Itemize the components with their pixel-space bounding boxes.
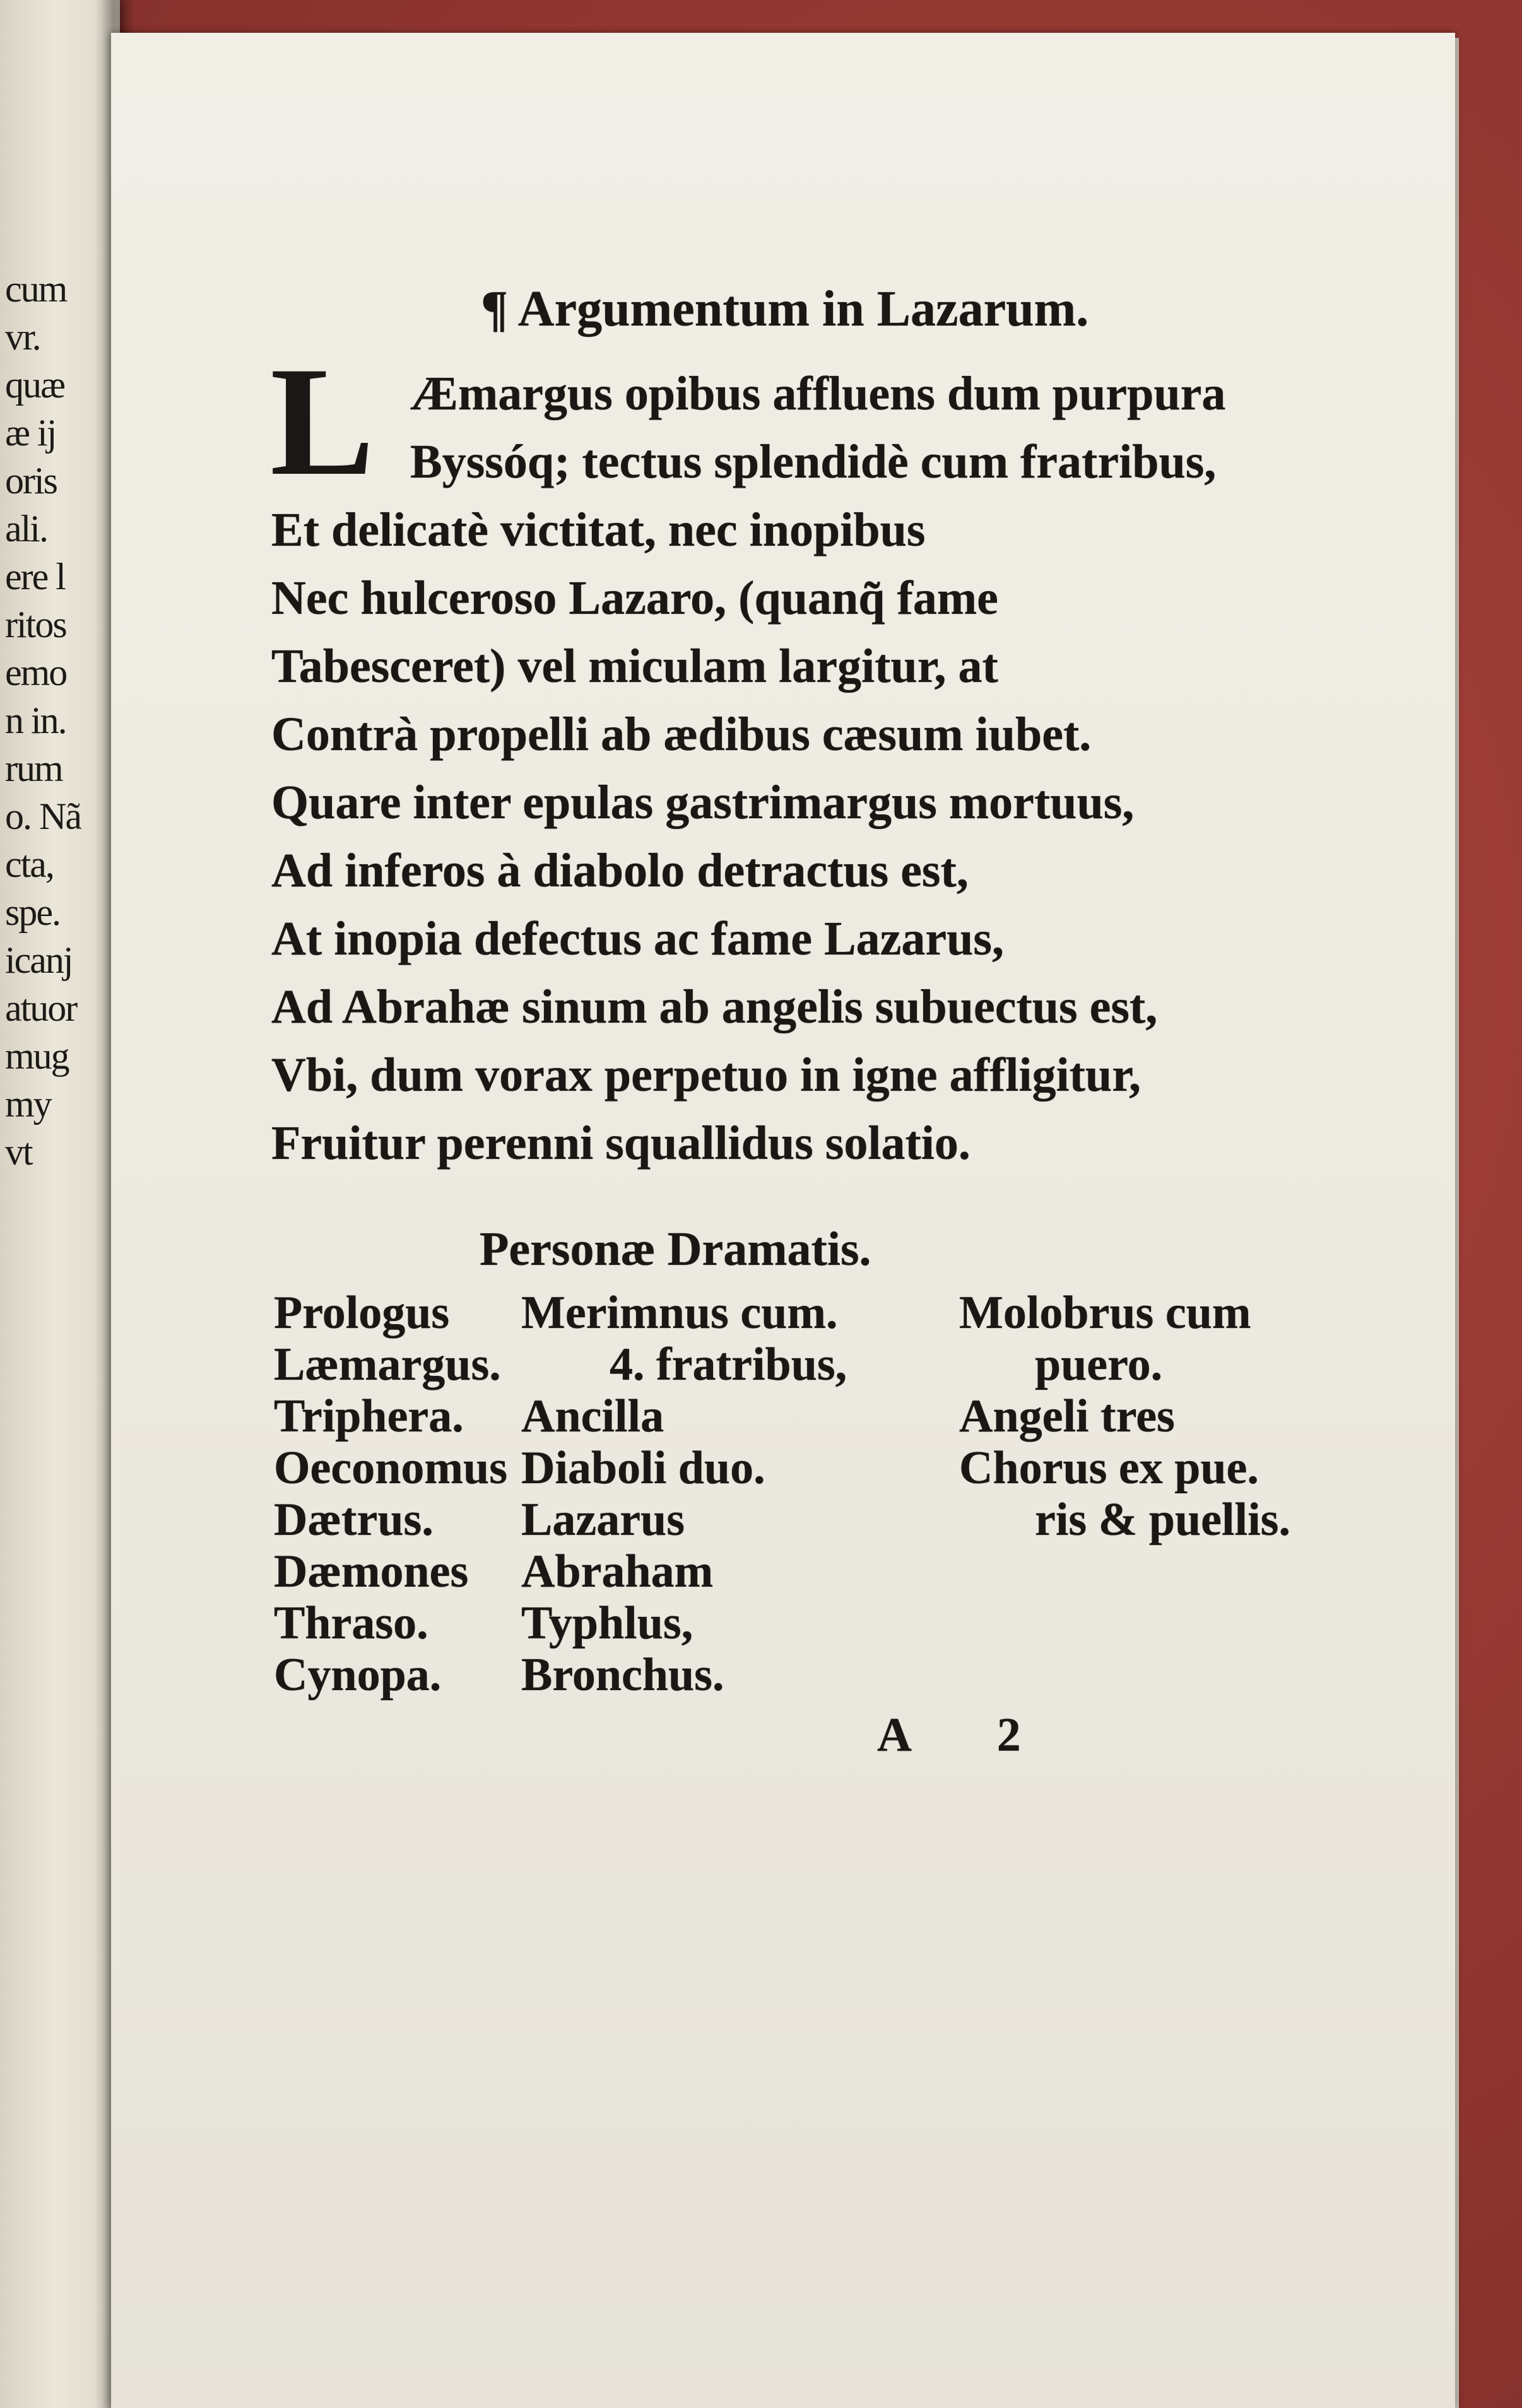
text-fragment: quæ <box>5 364 65 406</box>
cast-member: puero. <box>1035 1339 1163 1390</box>
poem-line: Fruitur perenni squallidus solatio. <box>271 1117 970 1170</box>
text-fragment: ritos <box>5 604 66 645</box>
personae-title: Personæ Dramatis. <box>480 1223 871 1276</box>
cast-member: Thraso. <box>274 1597 428 1649</box>
text-fragment: rum <box>5 748 62 789</box>
text-fragment: icanj <box>5 939 73 981</box>
poem-line: Quare inter epulas gastrimargus mortuus, <box>271 776 1135 829</box>
text-fragment: o. Nã <box>5 796 81 837</box>
cast-member: Chorus ex pue. <box>959 1442 1259 1494</box>
cast-member: Cynopa. <box>274 1649 442 1701</box>
text-fragment: spe. <box>5 891 60 933</box>
cast-member: Typhlus, <box>521 1597 693 1649</box>
cast-member: Diaboli duo. <box>521 1442 765 1494</box>
text-fragment: emo <box>5 652 67 693</box>
poem-line: Ad inferos à diabolo detractus est, <box>271 844 969 897</box>
cast-member: Triphera. <box>274 1390 464 1442</box>
poem-line: At inopia defectus ac fame Lazarus, <box>271 912 1004 965</box>
text-fragment: vt <box>5 1131 32 1173</box>
text-fragment: atuor <box>5 987 77 1029</box>
text-fragment: ere l <box>5 556 65 597</box>
poem-line: Contrà propelli ab ædibus cæsum iubet. <box>271 708 1092 761</box>
cast-column-2 <box>521 1287 847 1701</box>
previous-page-text <box>5 265 81 1176</box>
text-fragment: my <box>5 1083 51 1125</box>
poem-line: Byssóq; tectus splendidè cum fratribus, <box>410 435 1217 488</box>
drop-cap-initial: L <box>270 334 375 508</box>
signature-letter: A <box>877 1708 909 1761</box>
cast-member: 4. fratribus, <box>610 1339 847 1390</box>
text-fragment: n in. <box>5 700 66 741</box>
cast-member: Molobrus cum <box>959 1287 1251 1339</box>
text-fragment: cta, <box>5 843 54 885</box>
cast-member: Prologus <box>274 1287 450 1339</box>
signature-mark <box>877 1703 1021 1766</box>
cast-member: Abraham <box>521 1546 714 1597</box>
cast-member: Angeli tres <box>959 1390 1175 1442</box>
cast-member: Dætrus. <box>274 1494 434 1546</box>
cast-member: Ancilla <box>521 1390 664 1442</box>
cast-member: Merimnus cum. <box>521 1287 838 1339</box>
text-fragment: mug <box>5 1035 69 1077</box>
cast-member: Oeconomus <box>274 1442 507 1494</box>
text-fragment: oris <box>5 460 57 502</box>
poem-line: Æmargus opibus affluens dum purpura <box>410 367 1226 420</box>
cast-member: Bronchus. <box>521 1649 724 1701</box>
argument-poem <box>271 360 1226 1177</box>
poem-line: Tabesceret) vel miculam largitur, at <box>271 640 998 693</box>
cast-member: Læmargus. <box>274 1339 501 1390</box>
poem-line: Et delicatè victitat, nec inopibus <box>271 503 926 556</box>
cast-member: ris & puellis. <box>1035 1494 1290 1546</box>
text-fragment: vr. <box>5 316 40 358</box>
poem-line: Ad Abrahæ sinum ab angelis subuectus est, <box>271 980 1158 1033</box>
argument-title: ¶ Argumentum in Lazarum. <box>481 281 1089 337</box>
cast-member: Lazarus <box>521 1494 685 1546</box>
cast-column-3 <box>959 1287 1290 1546</box>
signature-number: 2 <box>996 1708 1021 1761</box>
cast-column-1 <box>274 1287 507 1701</box>
cast-member: Dæmones <box>274 1546 469 1597</box>
poem-line: Nec hulceroso Lazaro, (quanq̃ fame <box>271 572 998 625</box>
text-fragment: æ ij <box>5 412 56 454</box>
text-fragment: ali. <box>5 508 47 549</box>
poem-line: Vbi, dum vorax perpetuo in igne affligitur, <box>271 1048 1141 1101</box>
text-fragment: cum <box>5 268 67 310</box>
